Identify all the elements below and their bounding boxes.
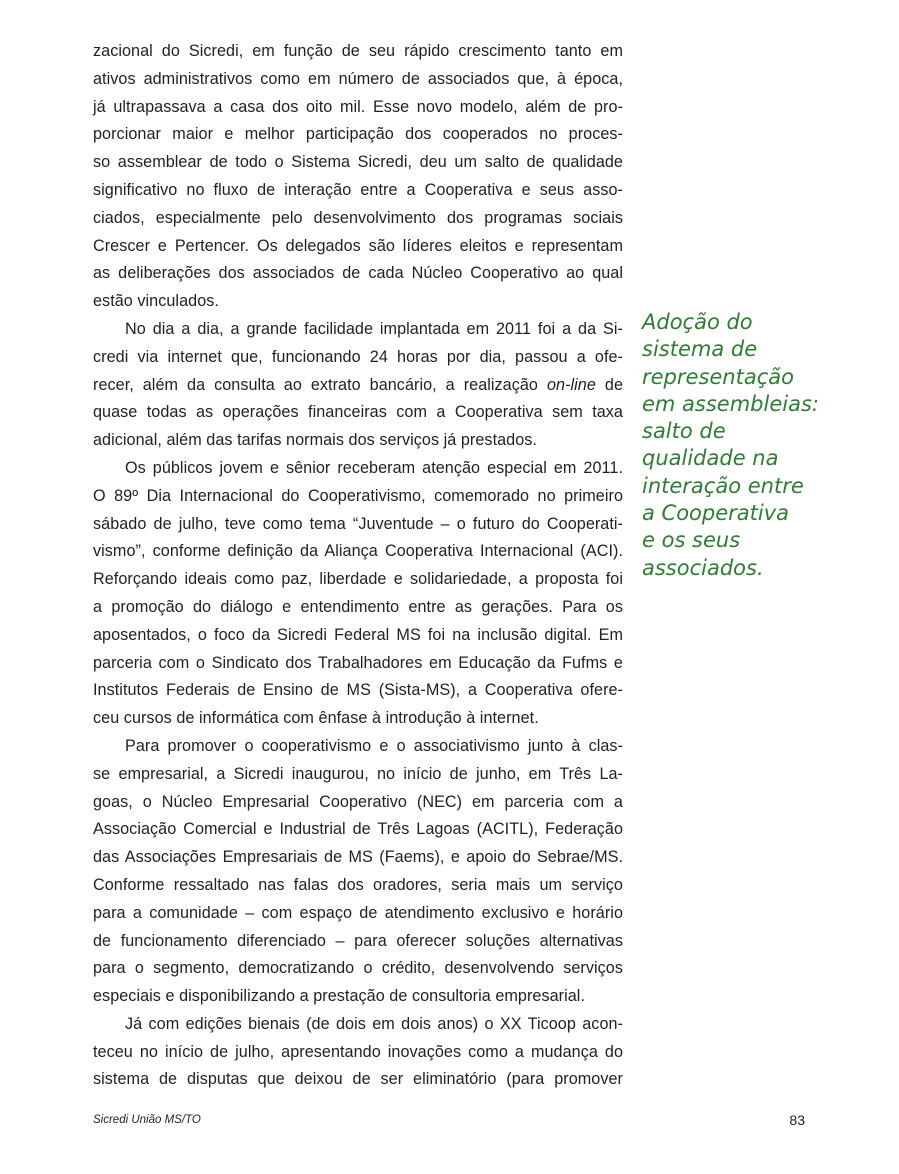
- text-line: so assemblear de todo o Sistema Sicredi, deu um salto de qualidade: [93, 153, 623, 172]
- text-line: Associação Comercial e Industrial de Três Lagoas (ACITL), Federação: [93, 820, 623, 839]
- text-line: já ultrapassava a casa dos oito mil. Esse novo modelo, além de pro-: [93, 97, 623, 116]
- text-line: das Associações Empresariais de MS (Faems), e apoio do Sebrae/MS.: [93, 848, 623, 867]
- text-line: vismo”, conforme definição da Aliança Cooperativa Internacional (ACI).: [93, 542, 623, 561]
- text-line: a promoção do diálogo e entendimento entre as gerações. Para os: [93, 597, 623, 616]
- text-line: as deliberações dos associados de cada Núcleo Cooperativo ao qual: [93, 264, 623, 283]
- text-line: aposentados, o foco da Sicredi Federal MS foi na inclusão digital. Em: [93, 625, 623, 644]
- paragraph: [93, 316, 623, 455]
- text-line: Para promover o cooperativismo e o associativismo junto à clas-: [125, 736, 623, 755]
- text-line: estão vinculados.: [93, 292, 219, 311]
- paragraph: [93, 1011, 623, 1094]
- text-segment: de: [595, 375, 624, 394]
- text-line: goas, o Núcleo Empresarial Cooperativo (NEC) em parceria com a: [93, 792, 623, 811]
- text-line: ciados, especialmente pelo desenvolvimento dos programas sociais: [93, 208, 623, 227]
- pull-quote-line: a Cooperativa: [642, 501, 790, 526]
- text-line: zacional do Sicredi, em função de seu rápido crescimento tanto em: [93, 42, 623, 60]
- pull-quote-line: qualidade na: [642, 446, 779, 471]
- text-segment: recer, além da consulta ao extrato bancário, a realização: [93, 375, 547, 394]
- italic-term: on-line: [546, 375, 596, 394]
- pull-quote-line: em assembleias:: [642, 391, 819, 416]
- footer-publication: Sicredi União MS/TO: [93, 1114, 201, 1126]
- text-line: Crescer e Pertencer. Os delegados são líderes eleitos e representam: [93, 236, 623, 255]
- text-line: Já com edições bienais (de dois em dois anos) o XX Ticoop acon-: [125, 1014, 623, 1033]
- text-line: ativos administrativos como em número de associados que, à época,: [93, 69, 623, 88]
- text-line: sábado de julho, teve como tema “Juventude – o futuro do Cooperati-: [93, 514, 623, 533]
- text-line: credi via internet que, funcionando 24 horas por dia, passou a ofe-: [93, 347, 623, 366]
- body-text: [93, 38, 623, 1094]
- text-line: se empresarial, a Sicredi inaugurou, no início de junho, em Três La-: [93, 764, 623, 783]
- text-line: especiais e disponibilizando a prestação de consultoria empresarial.: [93, 987, 586, 1006]
- text-line: No dia a dia, a grande facilidade implantada em 2011 foi a da Si-: [125, 319, 623, 338]
- pull-quote: [642, 309, 862, 582]
- paragraph: [93, 38, 623, 316]
- text-line: sistema de disputas que deixou de ser eliminatório (para promover: [93, 1070, 623, 1089]
- paragraph: [93, 733, 623, 1011]
- pull-quote-line: interação entre: [642, 473, 804, 498]
- text-line: quase todas as operações financeiras com a Cooperativa sem taxa: [93, 403, 623, 422]
- text-line: Reforçando ideais como paz, liberdade e solidariedade, a proposta foi: [93, 570, 623, 589]
- pull-quote-line: e os seus: [642, 528, 741, 553]
- text-line: teceu no início de julho, apresentando inovações como a mudança do: [93, 1042, 623, 1061]
- text-line: [93, 372, 623, 400]
- text-line: O 89º Dia Internacional do Cooperativismo, comemorado no primeiro: [93, 486, 623, 505]
- text-line: para o segmento, democratizando o crédito, desenvolvendo serviços: [93, 959, 623, 978]
- pull-quote-line: associados.: [642, 555, 764, 580]
- text-line: ceu cursos de informática com ênfase à introdução à internet.: [93, 709, 539, 728]
- paragraph: [93, 455, 623, 733]
- pull-quote-line: Adoção do: [642, 310, 753, 334]
- text-line: significativo no fluxo de interação entre a Cooperativa e seus asso-: [93, 180, 623, 199]
- pull-quote-line: salto de: [642, 419, 726, 444]
- text-line: porcionar maior e melhor participação dos cooperados no proces-: [93, 125, 623, 144]
- text-line: adicional, além das tarifas normais dos serviços já prestados.: [93, 431, 537, 450]
- pull-quote-line: representação: [642, 364, 794, 389]
- text-line: de funcionamento diferenciado – para oferecer soluções alternativas: [93, 931, 623, 950]
- page-number: 83: [789, 1112, 805, 1128]
- text-line: Os públicos jovem e sênior receberam atenção especial em 2011.: [125, 458, 623, 477]
- text-line: Institutos Federais de Ensino de MS (Sista-MS), a Cooperativa ofere-: [93, 681, 623, 700]
- text-line: para a comunidade – com espaço de atendimento exclusivo e horário: [93, 903, 623, 922]
- text-line: parceria com o Sindicato dos Trabalhadores em Educação da Fufms e: [93, 653, 623, 672]
- text-line: Conforme ressaltado nas falas dos oradores, seria mais um serviço: [93, 875, 623, 894]
- pull-quote-line: sistema de: [642, 337, 758, 362]
